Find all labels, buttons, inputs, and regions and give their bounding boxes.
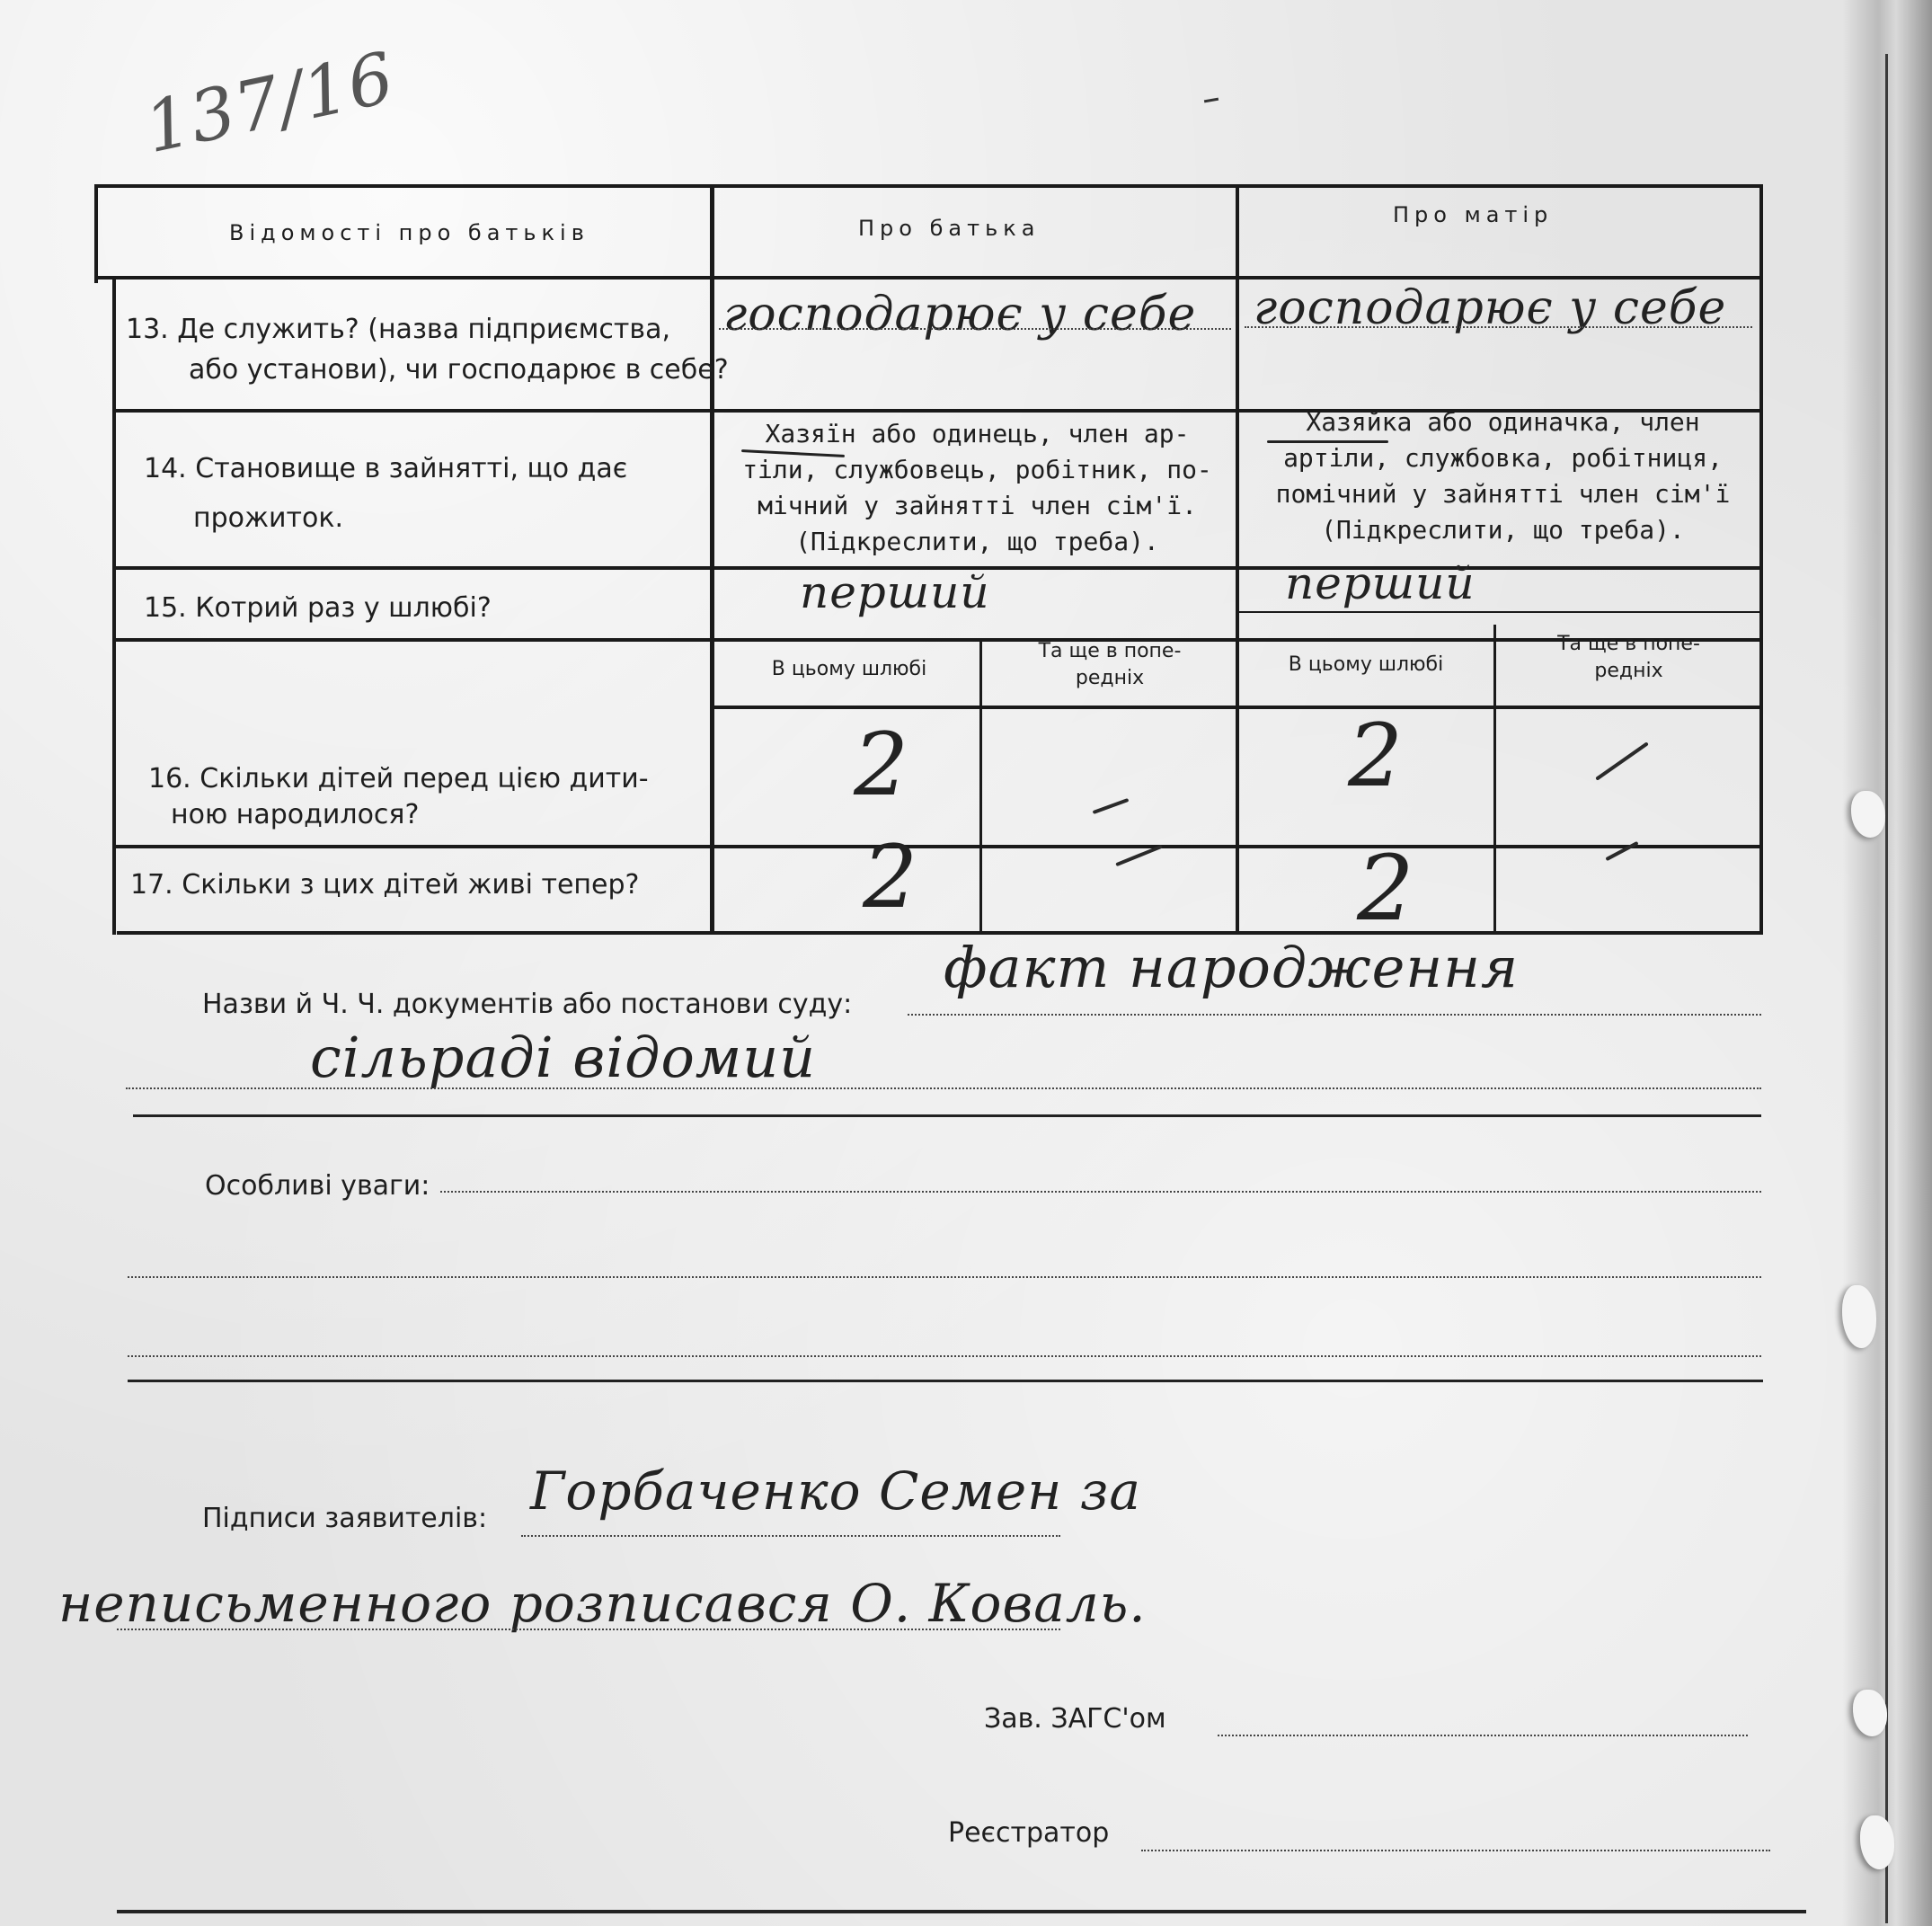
zags-head-label: Зав. ЗАГС'ом (984, 1703, 1166, 1735)
q14-mother-opt-line1: Хазяйка або одиначка, член (1306, 407, 1700, 437)
table-border-left (112, 279, 116, 935)
documents-value-line1: факт народження (944, 935, 1520, 1000)
q14-father-opt-line4: (Підкреслити, що треба). (795, 527, 1159, 556)
father-previous-head-line2: редніх (1075, 667, 1145, 689)
archive-number: 137/16 (137, 37, 402, 170)
column-divider (710, 184, 714, 935)
mother-previous-head-line2: редніх (1594, 660, 1663, 682)
remarks-dotline-3 (128, 1355, 1761, 1357)
q14-mother-opt-line2: артіли, службовка, робітниця, (1283, 443, 1723, 473)
documents-dotline (908, 1014, 1761, 1016)
q14-mother-opt-line4: (Підкреслити, що треба). (1321, 515, 1685, 545)
q16-mother-this: 2 (1348, 706, 1405, 806)
q17-question: 17. Скільки з цих дітей живі тепер? (130, 869, 640, 901)
q15-mother-answer: перший (1285, 557, 1476, 609)
q14-father-opt-line1: Хазяїн або одинець, член ар- (765, 419, 1190, 448)
remarks-dotline (440, 1191, 1761, 1193)
q16-line2: ною народилося? (171, 799, 420, 830)
q16-father-this: 2 (854, 714, 910, 815)
q14-line2: прожиток. (193, 502, 344, 534)
q16-line1: 16. Скільки дітей перед цією дити- (148, 763, 649, 794)
signatures-dotline-2 (117, 1629, 1060, 1630)
documents-value-line2: сільраді відомий (310, 1025, 817, 1090)
column-divider (1236, 184, 1239, 935)
sub-column-divider (979, 638, 982, 935)
documents-dotline-2 (126, 1087, 1761, 1089)
q14-mother-options (1263, 404, 1743, 548)
q17-father-this: 2 (863, 827, 919, 927)
q16-mother-prev-dash (1595, 741, 1649, 780)
zags-head-dotline (1218, 1735, 1748, 1736)
pen-mark (1204, 98, 1219, 103)
q14-mother-opt-line3: помічний у зайнятті член сім'ї (1275, 479, 1731, 509)
row-divider-thin (1236, 611, 1761, 613)
q13-mother-answer: господарює у себе (1254, 281, 1727, 335)
q17-mother-this: 2 (1357, 836, 1415, 941)
q13-line2: або установи), чи господарює в себе? (189, 354, 729, 386)
q14-line1: 14. Становище в зайнятті, що дає (144, 453, 628, 484)
father-this-marriage-head: В цьому шлюбі (771, 658, 927, 680)
registrar-dotline (1141, 1850, 1770, 1851)
mother-this-marriage-head: В цьому шлюбі (1288, 653, 1444, 676)
signatures-value-line1: Горбаченко Семен за (530, 1460, 1141, 1522)
documents-label: Назви й Ч. Ч. документів або постанови суду: (202, 989, 853, 1020)
mother-previous-head-line1: Та ще в попе- (1557, 633, 1700, 655)
father-previous-head-line1: Та ще в попе- (1038, 640, 1182, 662)
signatures-value-line2: неписьменного розписався О. Коваль. (58, 1573, 1147, 1634)
row-divider (112, 845, 1761, 848)
remarks-label: Особливі уваги: (205, 1170, 430, 1202)
q15-father-answer: перший (800, 566, 990, 618)
signatures-label: Підписи заявителів: (202, 1503, 488, 1534)
page-edge (1885, 54, 1888, 1923)
row-divider (94, 276, 1761, 280)
section-rule (128, 1380, 1763, 1382)
sub-column-divider (1493, 625, 1496, 935)
table-border-top (94, 184, 1761, 188)
mother-previous-head (1501, 631, 1757, 685)
q15-question: 15. Котрий раз у шлюбі? (144, 592, 492, 624)
registrar-label: Реєстратор (948, 1817, 1110, 1849)
table-border-right (1759, 184, 1763, 935)
q14-father-opt-line3: мічний у зайнятті член сім'ї. (758, 491, 1197, 520)
q13-line1: 13. Де служить? (назва підприємства, (126, 314, 671, 345)
q13-father-answer: господарює у себе (723, 288, 1197, 342)
header-parents-info: Відомості про батьків (229, 220, 589, 245)
row-divider (714, 706, 1761, 709)
q13-father-dotline (719, 328, 1231, 330)
remarks-dotline-2 (128, 1276, 1761, 1278)
section-rule (133, 1114, 1761, 1117)
page-bottom-rule (117, 1910, 1806, 1913)
table-border-left (94, 184, 98, 283)
header-father: Про батька (858, 216, 1041, 241)
header-mother: Про матір (1393, 202, 1554, 227)
q14-father-options (737, 416, 1218, 560)
q13-mother-dotline (1245, 326, 1752, 328)
q14-father-opt-line2: тіли, службовець, робітник, по- (742, 455, 1212, 484)
signatures-dotline (521, 1535, 1060, 1537)
q14-mother-underline (1267, 440, 1388, 443)
parents-info-table (94, 184, 1761, 941)
q16-father-prev-dash (1093, 798, 1130, 814)
father-previous-head (988, 638, 1231, 692)
